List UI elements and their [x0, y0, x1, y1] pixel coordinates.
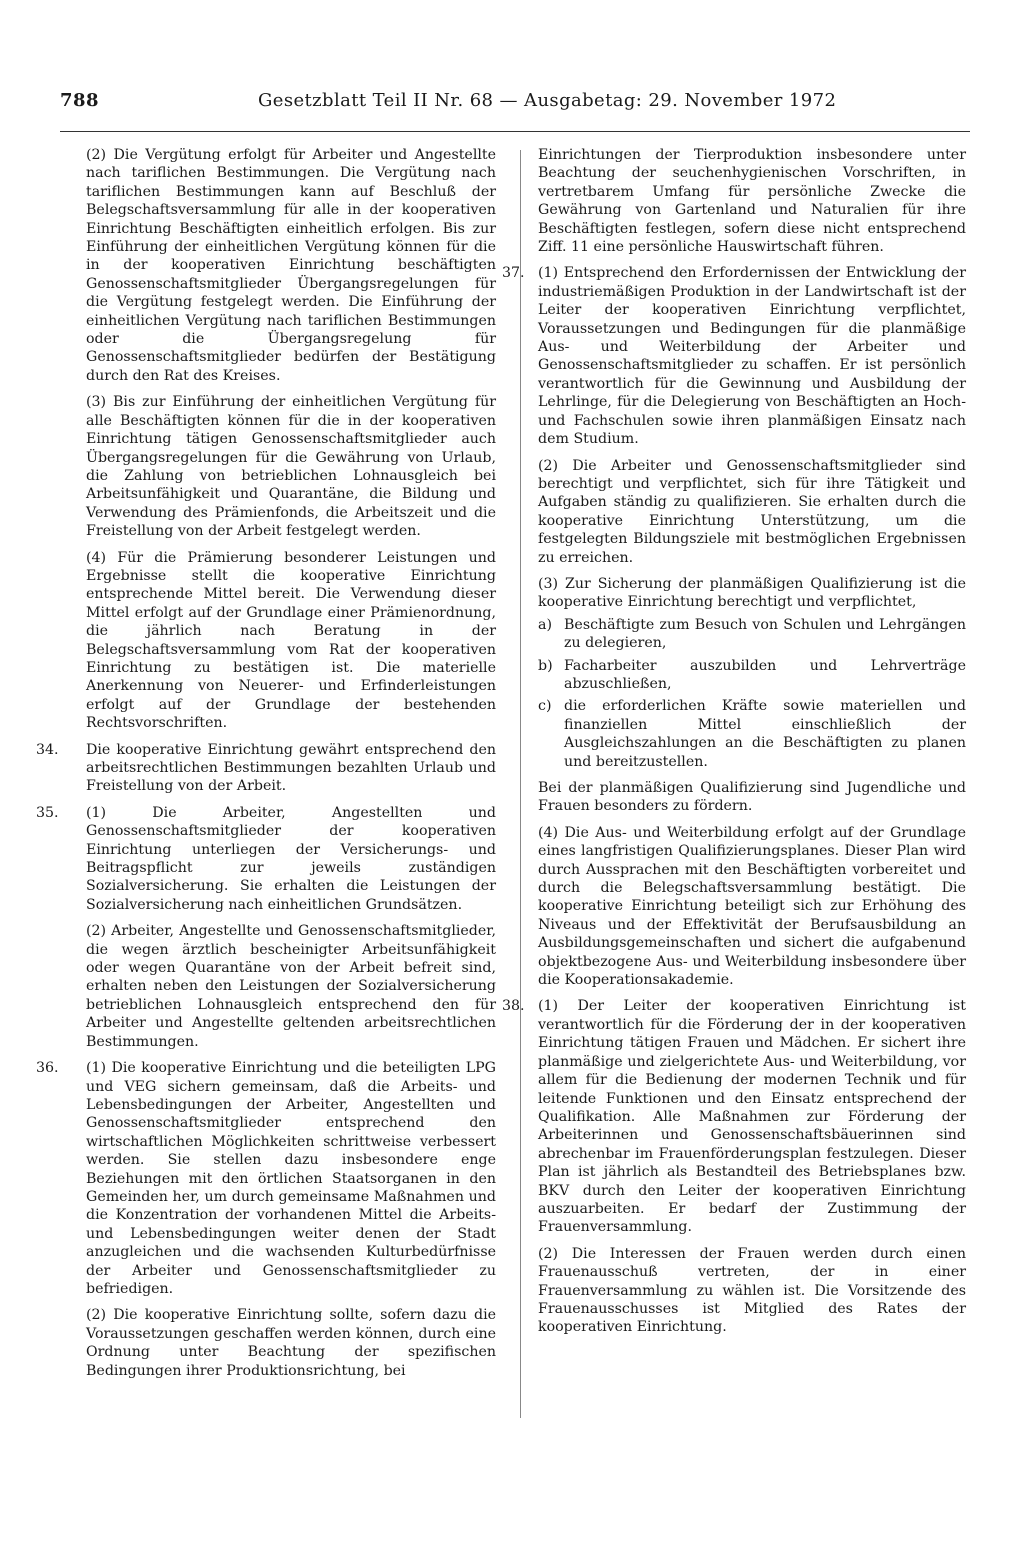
list-item-c [538, 697, 966, 771]
page-number: 788 [60, 90, 100, 111]
section-number-34: 34. [36, 741, 59, 758]
section-number-38: 38. [502, 998, 525, 1015]
left-column [36, 146, 496, 1388]
paragraph-36-1: (1) Die kooperative Einrichtung und die beteiligten LPG und VEG sichern gemeinsam, daß die Arbeits- und Lebensbedingungen der Arbeiter, Angestellten und Genossenschaftsmitglieder entsprechend den wirtschaftlichen Möglichkeiten schrittweise verbessert werden. Sie stellen dazu insbesondere enge Beziehungen mit den örtlichen Staatsorganen in den Gemeinden her, um durch gemeinsame Maßnahmen und die Konzentration der vorhandenen Mittel die Arbeits- und Lebensbedingungen weiter denen der Stadt anzugleichen und die wachsenden Kulturbedürfnisse der Arbeiter und Genossenschaftsmitglieder zu befriedigen. [86, 1060, 496, 1297]
section-number-37: 37. [502, 265, 525, 282]
paragraph-36-2-continued: Einrichtungen der Tierproduktion insbesondere unter Beachtung der seuchenhygienischen Vorschriften, in vertretbarem Umfang für persönliche Zwecke die Gewährung von Gartenland und Naturalien für ihre Beschäftigten festlegen, sofern diese nicht entsprechend Ziff. 11 eine persönliche Hauswirtschaft führen. [538, 147, 966, 256]
section-number-36: 36. [36, 1060, 59, 1077]
section-35 [36, 804, 496, 1051]
paragraph-33-4: (4) Für die Prämierung besonderer Leistungen und Ergebnisse stellt die kooperative Einrichtung entsprechende Mittel bereit. Die Verwendung dieser Mittel erfolgt auf der Grundlage einer Prämienordnung, die jährlich nach Beratung in der Belegschaftsversammlung vom Rat der kooperativen Einrichtung zu bestätigen ist. Die materielle Anerkennung von Neuerer- und Erfinderleistungen erfolgt auf der Grundlage der bestehenden Rechtsvorschriften. [86, 549, 496, 732]
list-marker-c: c) [538, 698, 552, 715]
list-item-b [538, 657, 966, 694]
list-item-a [538, 616, 966, 653]
paragraph-37-1: (1) Entsprechend den Erfordernissen der Entwicklung der industriemäßigen Produktion in der Landwirtschaft ist der Leiter der kooperativen Einrichtung verpflichtet, Voraussetzungen und Bedingungen für die planmäßige Aus- und Weiterbildung der Arbeiter und Genossenschaftsmitglieder zu schaffen. Er ist persönlich verantwortlich für die Gewinnung und Ausbildung der Lehrlinge, für die Delegierung von Beschäftigten an Hoch- und Fachschulen sowie ihren planmäßigen Einsatz nach dem Studium. [538, 265, 966, 448]
list-marker-a: a) [538, 616, 552, 633]
paragraph-37-3-tail: Bei der planmäßigen Qualifizierung sind Jugendliche und Frauen besonders zu fördern. [538, 780, 966, 815]
section-38 [502, 997, 966, 1336]
paragraph-38-2: (2) Die Interessen der Frauen werden durch einen Frauenausschuß vertreten, der in einer Frauenversammlung zu wählen ist. Die Vorsitzende des Frauenausschusses ist Mitglied des Rates der kooperativen Einrichtung. [538, 1245, 966, 1336]
page-header [60, 88, 970, 120]
section-37 [502, 264, 966, 989]
paragraph-37-2: (2) Die Arbeiter und Genossenschaftsmitglieder sind berechtigt und verpflichtet, sich für ihre Tätigkeit und Aufgaben ständig zu qualifizieren. Sie erhalten durch die kooperative Einrichtung Unterstützung, um die festgelegten Bildungsziele mit bestmöglichen Ergebnissen zu erreichen. [538, 457, 966, 566]
paragraph-33-2: (2) Die Vergütung erfolgt für Arbeiter und Angestellte nach tariflichen Bestimmungen. Die Vergütung nach tariflichen Bestimmungen kann auf Beschluß der Belegschaftsversammlung für alle in der kooperativen Einrichtung Beschäftigten einheitlich erfolgen. Bis zur Einführung der einheitlichen Vergütung können für die in der kooperativen Einrichtung beschäftigten Genossenschaftsmitglieder Übergangsregelungen für die Vergütung festgelegt werden. Die Einführung der einheitlichen Vergütung nach tariflichen Bestimmungen oder die Übergangsregelung für Genossenschaftsmitglieder bedürfen der Bestätigung durch den Rat des Kreises. [86, 147, 496, 384]
paragraph-36-2: (2) Die kooperative Einrichtung sollte, sofern dazu die Voraussetzungen geschaffen werden können, durch eine Ordnung unter Beachtung der spezifischen Bedingungen ihrer Produktionsrichtung, bei [86, 1307, 496, 1379]
paragraph-34: Die kooperative Einrichtung gewährt entsprechend den arbeitsrechtlichen Bestimmungen bezahlten Urlaub und Freistellung von der Arbeit. [86, 741, 496, 795]
list-marker-b: b) [538, 657, 553, 674]
paragraph-35-1: (1) Die Arbeiter, Angestellten und Genossenschaftsmitglieder der kooperativen Einrichtung unterliegen der Versicherungs- und Beitragspflicht zur jeweils zuständigen Sozialversicherung. Sie erhalten die Leistungen der Sozialversicherung nach einheitlichen Grundsätzen. [86, 804, 496, 913]
paragraph-38-1: (1) Der Leiter der kooperativen Einrichtung ist verantwortlich für die Förderung der in der kooperativen Einrichtung tätigen Frauen und Mädchen. Er sichert ihre planmäßige und zielgerichtete Aus- und Weiterbildung, vor allem für die Bedienung der modernen Technik und für leitende Funktionen und den Einsatz entsprechend der Qualifikation. Alle Maßnahmen zur Förderung der Arbeiterinnen und Genossenschaftsbäuerinnen sind abrechenbar im Frauenförderungsplan festzulegen. Dieser Plan ist jährlich als Bestandteil des Betriebsplanes bzw. BKV durch den Leiter der kooperativen Einrichtung auszuarbeiten. Er bedarf der Zustimmung der Frauenversammlung. [538, 998, 966, 1236]
gazette-title: Gesetzblatt Teil II Nr. 68 — Ausgabetag: 29. November 1972 [258, 90, 837, 111]
column-divider [520, 150, 521, 1418]
section-number-35: 35. [36, 804, 59, 821]
list-text-b: Facharbeiter auszubilden und Lehrverträge abzuschließen, [564, 657, 966, 692]
section-36 [36, 1059, 496, 1380]
right-column [502, 146, 966, 1345]
paragraph-37-4: (4) Die Aus- und Weiterbildung erfolgt auf der Grundlage eines langfristigen Qualifizierungsplanes. Dieser Plan wird durch Aussprachen mit den Beschäftigten vorbereitet und durch die Belegschaftsversammlung bestätigt. Die kooperative Einrichtung beteiligt sich zur Erhöhung des Niveaus und der Effektivität der Berufsausbildung an Ausbildungsgemeinschaften und sichert die aufgabenund objektbezogene Aus- und Weiterbildung insbesondere über die Kooperationsakademie. [538, 824, 966, 989]
paragraph-35-2: (2) Arbeiter, Angestellte und Genossenschaftsmitglieder, die wegen ärztlich bescheinigter Arbeitsunfähigkeit oder wegen Quarantäne von der Arbeit befreit sind, erhalten neben den Leistungen der Sozialversicherung betrieblichen Lohnausgleich entsprechend den für Arbeiter und Angestellte geltenden arbeitsrechtlichen Bestimmungen. [86, 923, 496, 1050]
paragraph-37-3: (3) Zur Sicherung der planmäßigen Qualifizierung ist die kooperative Einrichtung berechtigt und verpflichtet, [538, 575, 966, 611]
list-text-c: die erforderlichen Kräfte sowie materiellen und finanziellen Mittel einschließlich der Ausgleichszahlungen an die Beschäftigten zu planen und bereitzustellen. [564, 698, 966, 770]
list-text-a: Beschäftigte zum Besuch von Schulen und Lehrgängen zu delegieren, [564, 616, 966, 652]
paragraph-33-3: (3) Bis zur Einführung der einheitlichen Vergütung für alle Beschäftigten können für die in der kooperativen Einrichtung tätigen Genossenschaftsmitglieder auch Übergangsregelungen für die Gewährung von Urlaub, die Zahlung von betrieblichen Lohnausgleich bei Arbeitsunfähigkeit und Quarantäne, die Bildung und Verwendung des Prämienfonds, die Arbeitszeit und die Freistellung von der Arbeit festgelegt werden. [86, 394, 496, 540]
header-divider [60, 131, 970, 132]
section-34 [36, 741, 496, 796]
